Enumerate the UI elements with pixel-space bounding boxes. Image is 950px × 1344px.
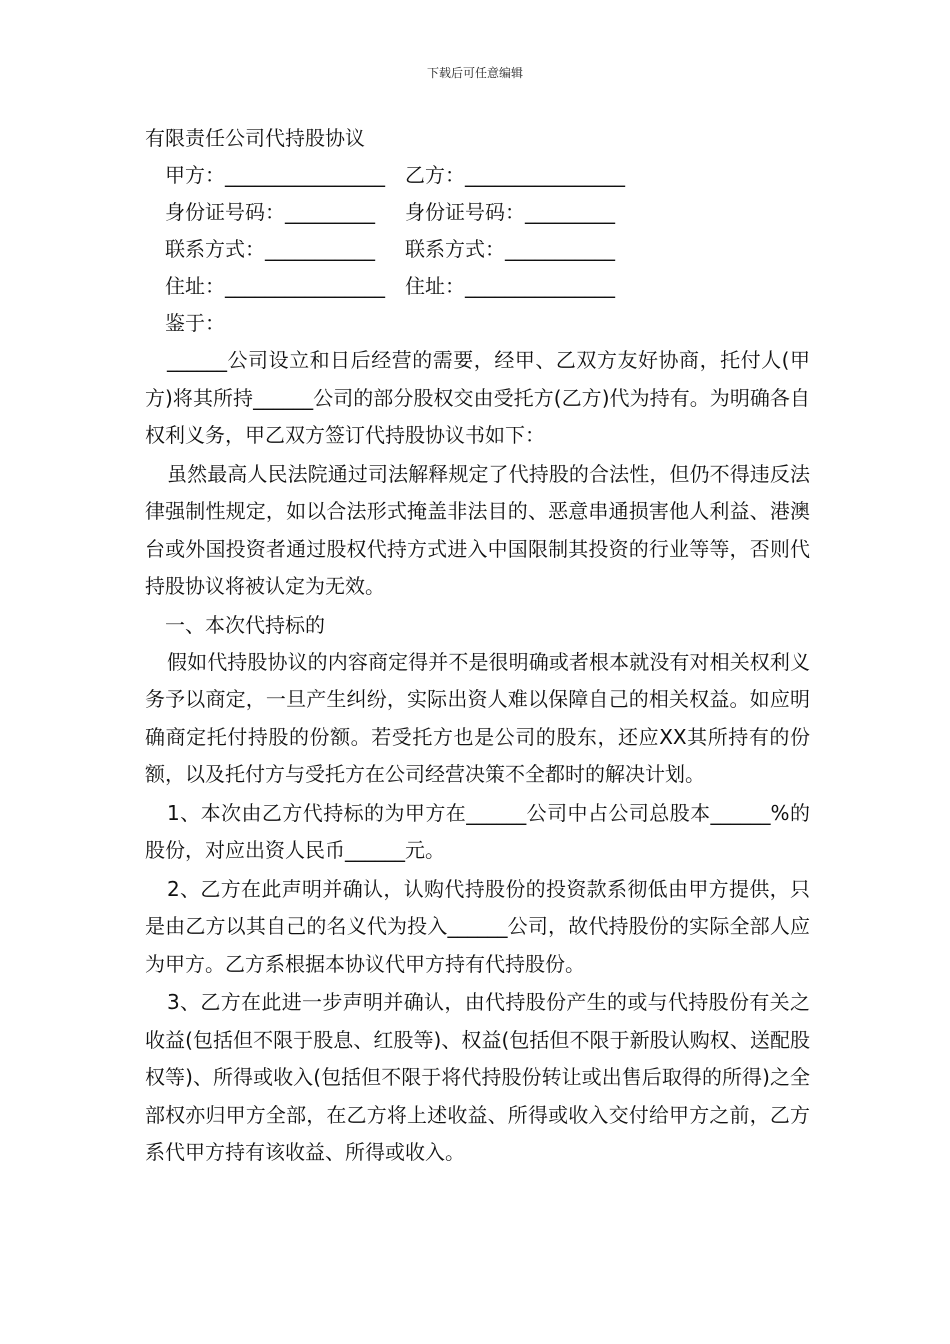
party-a-contact: 联系方式：___________: [165, 237, 375, 261]
party-b-contact: 联系方式：___________: [405, 237, 615, 261]
page-header: 下载后可任意编辑: [426, 66, 523, 80]
party-a-id: 身份证号码：_________: [165, 200, 375, 224]
document-body: [145, 120, 810, 1173]
document-title: 有限责任公司代持股协议: [145, 126, 365, 150]
party-row-address: [145, 268, 810, 305]
paragraph-purpose: ______公司设立和日后经营的需要，经甲、乙双方友好协商，托付人(甲方)将其所持______公司的部分股权交由受托方(乙方)代为持有。为明确各自权利义务，甲乙双方签订代持股协议书如下：: [145, 348, 810, 447]
party-b-id: 身份证号码：_________: [405, 200, 615, 224]
clause-1: 1、本次由乙方代持标的为甲方在______公司中占公司总股本______%的股份，对应出资人民币______元。: [145, 800, 810, 862]
party-b-address: 住址：_______________: [405, 274, 615, 298]
party-row-contact: [145, 231, 810, 268]
clause-3: 3、乙方在此进一步声明并确认，由代持股份产生的或与代持股份有关之收益(包括但不限于股息、红股等)、权益(包括但不限于新股认购权、送配股权等)、所得或收入(包括但不限于将代持股份转让或出售后取得的所得)之全部权亦归甲方全部，在乙方将上述收益、所得或收入交付给甲方之前，乙方系代甲方持有该收益、所得或收入。: [145, 990, 810, 1164]
whereas-label: 鉴于：: [165, 311, 225, 335]
party-row-id: [145, 194, 810, 231]
paragraph-legality: 虽然最高人民法院通过司法解释规定了代持股的合法性，但仍不得违反法律强制性规定，如以合法形式掩盖非法目的、恶意串通损害他人利益、港澳台或外国投资者通过股权代持方式进入中国限制其投资的行业等等，否则代持股协议将被认定为无效。: [145, 461, 810, 598]
party-a-address: 住址：________________: [165, 274, 385, 298]
party-row-name: [145, 157, 810, 194]
section-heading: 一、本次代持标的: [165, 612, 325, 637]
clause-2: 2、乙方在此声明并确认，认购代持股份的投资款系彻低由甲方提供，只是由乙方以其自己的名义代为投入______公司，故代持股份的实际全部人应为甲方。乙方系根据本协议代甲方持有代持股份。: [145, 876, 810, 976]
paragraph-clarity: 假如代持股协议的内容商定得并不是很明确或者根本就没有对相关权利义务予以商定，一旦产生纠纷，实际出资人难以保障自己的相关权益。如应明确商定托付持股的份额。若受托方也是公司的股东，还应XX其所持有的份额，以及托付方与受托方在公司经营决策不全都时的解决计划。: [145, 649, 810, 786]
party-b-name: 乙方：________________: [405, 163, 625, 187]
party-a-name: 甲方：________________: [165, 163, 385, 187]
